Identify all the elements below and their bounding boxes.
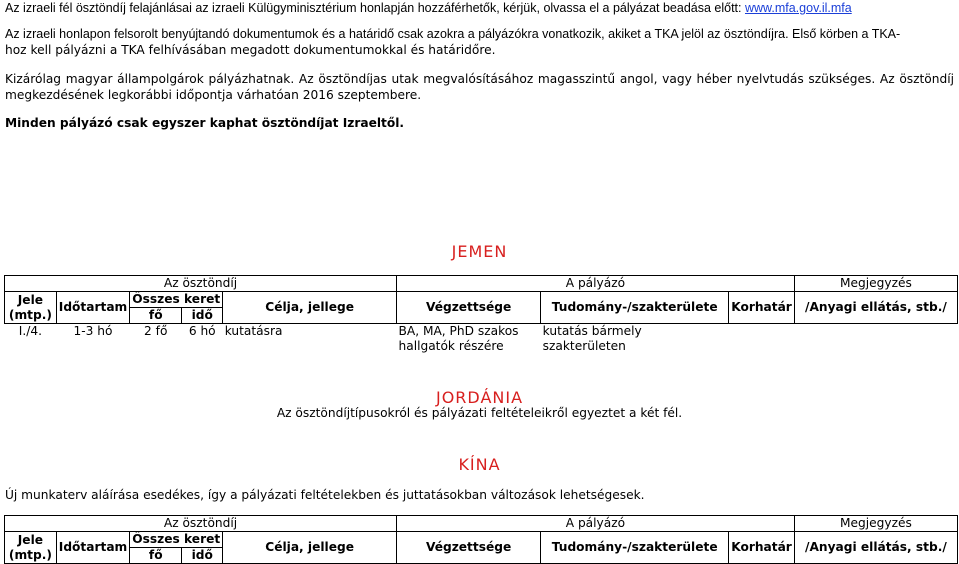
- header-anyagi: /Anyagi ellátás, stb./: [794, 532, 957, 564]
- intro-line-5: megkezdésének legkorábbi időpontja várhatóan 2016 szeptembere.: [5, 88, 422, 102]
- header-ido: idő: [182, 308, 223, 324]
- header-jele-line-1: Jele: [17, 292, 44, 307]
- mfa-link[interactable]: www.mfa.gov.il.mfa: [744, 1, 852, 15]
- intro-line-2: Az izraeli honlapon felsorolt benyújtandó dokumentumok és a határidő csak azokra a pályázókra vonatkozik, akiket a TKA jelöl az ösztöndíjra. Első körben a TKA-: [5, 27, 901, 41]
- intro-line-6: Minden pályázó csak egyszer kaphat ösztöndíjat Izraeltől.: [5, 116, 405, 130]
- jordania-text: Az ösztöndíjtípusokról és pályázati feltételeikről egyeztet a két fél.: [276, 406, 683, 420]
- header-group-megjegyzes: Megjegyzés: [794, 276, 957, 292]
- intro-text-1: Az izraeli fél ösztöndíj felajánlásai az izraeli Külügyminisztérium honlapján hozzáférhetők, kérjük, olvassa el a pályázat beadása előtt:: [5, 1, 745, 15]
- intro-line-1: [5, 0, 954, 16]
- header-fo: fő: [130, 548, 182, 564]
- header-group-palyazo: A pályázó: [397, 276, 795, 292]
- row-celja: kutatásra: [224, 324, 283, 338]
- intro-line-3: hoz kell pályázni a TKA felhívásában megadott dokumentumokkal és határidőre.: [5, 43, 496, 57]
- header-jele: [5, 292, 57, 324]
- intro-line-4: Kizárólag magyar állampolgárok pályázhatnak. Az ösztöndíjas utak megvalósításához magasszintű angol, vagy héber nyelvtudás szükséges. Az ösztöndíj: [5, 72, 954, 86]
- section-title-jordania: JORDÁNIA: [435, 388, 524, 407]
- table-row: [5, 324, 958, 355]
- header-korhatar: Korhatár: [729, 532, 795, 564]
- header-jele: [5, 532, 57, 564]
- header-anyagi: /Anyagi ellátás, stb./: [794, 292, 957, 324]
- header-jele-line-1: Jele: [17, 532, 44, 547]
- header-tudomany: Tudomány-/szakterülete: [541, 532, 729, 564]
- header-korhatar: Korhatár: [729, 292, 795, 324]
- row-jele: I./4.: [18, 324, 42, 338]
- row-fo: 2 fő: [144, 324, 168, 338]
- header-idotartam: Időtartam: [56, 532, 129, 564]
- jemen-table: [4, 275, 958, 354]
- header-fo: fő: [130, 308, 182, 324]
- row-tudomany: kutatás bármely szakterületen: [542, 324, 642, 353]
- header-celja: Célja, jellege: [223, 532, 397, 564]
- section-title-kina: KÍNA: [458, 455, 501, 474]
- kina-table: [4, 515, 958, 564]
- header-vegzettsege: Végzettsége: [397, 532, 541, 564]
- header-osszes-keret: Összes keret: [130, 292, 223, 308]
- header-ido: idő: [182, 548, 223, 564]
- header-group-megjegyzes: Megjegyzés: [794, 516, 957, 532]
- row-idotartam: 1-3 hó: [73, 324, 113, 338]
- header-osszes-keret: Összes keret: [130, 532, 223, 548]
- header-group-osztondij: Az ösztöndíj: [5, 516, 397, 532]
- header-jele-line-2: (mtp.): [8, 547, 52, 562]
- header-jele-line-2: (mtp.): [8, 307, 52, 322]
- row-ido: 6 hó: [188, 324, 216, 338]
- header-group-osztondij: Az ösztöndíj: [5, 276, 397, 292]
- row-korhatar: [729, 324, 795, 355]
- kina-text: Új munkaterv aláírása esedékes, így a pályázati feltételekben és juttatásokban változások lehetségesek.: [5, 488, 645, 502]
- header-tudomany: Tudomány-/szakterülete: [541, 292, 729, 324]
- section-title-jemen: JEMEN: [451, 242, 508, 261]
- row-anyagi: [794, 324, 957, 355]
- header-group-palyazo: A pályázó: [397, 516, 795, 532]
- row-vegzettsege: BA, MA, PhD szakos hallgatók részére: [398, 324, 519, 353]
- header-vegzettsege: Végzettsége: [397, 292, 541, 324]
- header-celja: Célja, jellege: [223, 292, 397, 324]
- header-idotartam: Időtartam: [56, 292, 129, 324]
